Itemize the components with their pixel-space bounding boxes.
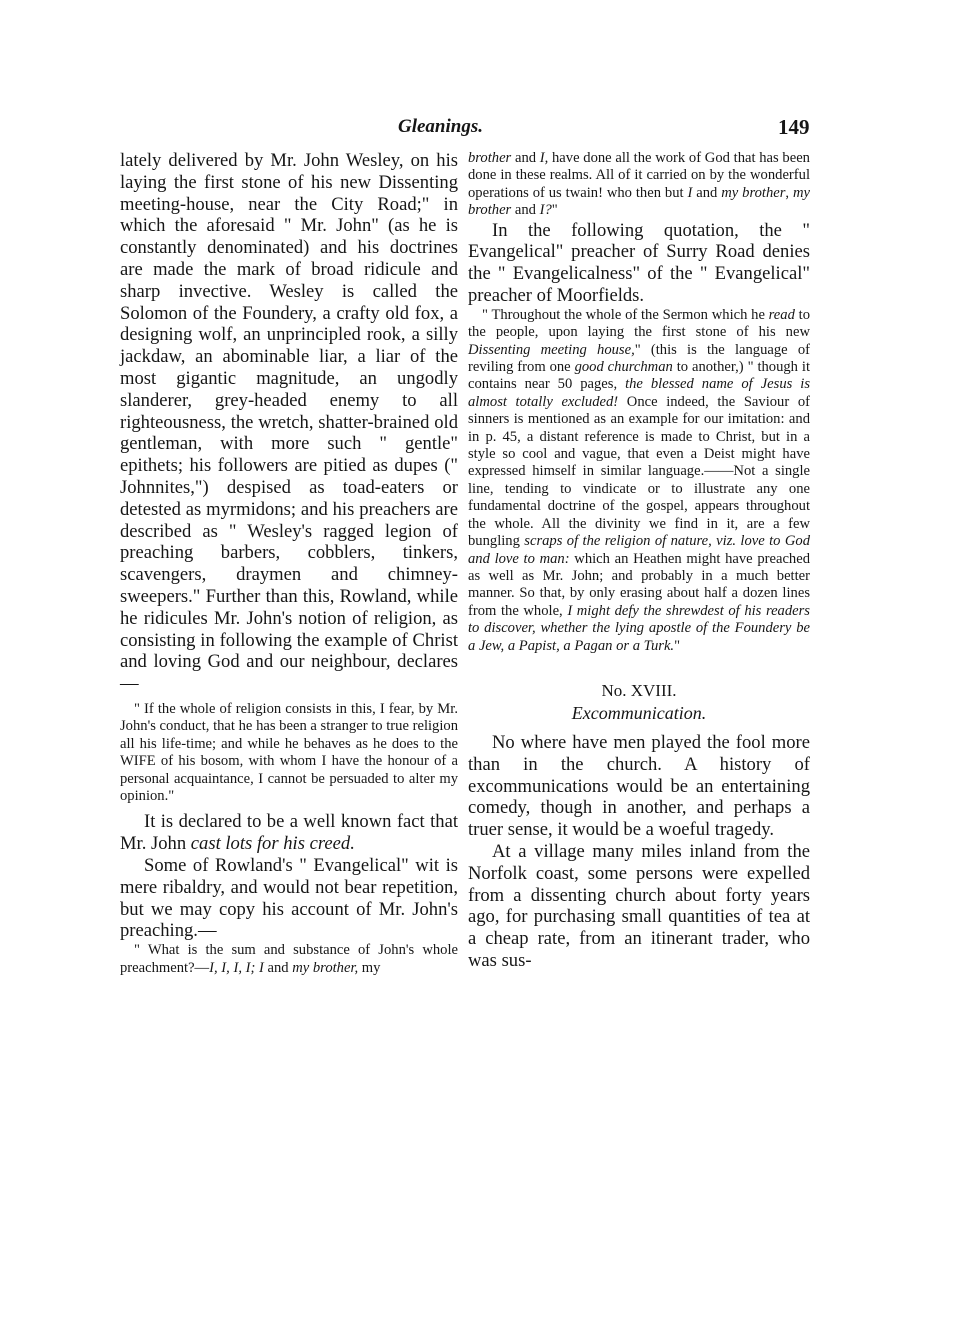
q2-start: " What is the sum and substance of John's whole preachment?— <box>120 942 458 976</box>
left-quote-wife: " If the whole of religion consists in this, I fear, by Mr. John's conduct, that he has been a stranger to true religion all his life-time; and while he behaves as he does to the WIFE of his bosom, with whom I have the honour of a personal acquaintance, I cannot be persuaded to alter my opinion." <box>120 700 458 804</box>
q3-f: which an Heathen might have preached as well as Mr. John; and probably in a much better manner. So that, by only erasing about half a dozen lines from the whole, <box>468 550 810 619</box>
rc-i2: I, <box>539 150 549 166</box>
q3-e: Once indeed, the Saviour of sinners is mentioned as an example for our imitation: and in p. 45, a distant reference is made to Christ, but in a style so cool and vague, that even a Deist might have expressed himself in similar language.——Not a single line, tending to vindicate or to illustrate any one fundamental doctrine of the gospel, appears throughout the whole. All the divinity we find in it, are a few bungling <box>468 393 810 550</box>
rc-i6: I? <box>539 202 552 219</box>
right-paragraph-village: At a village many miles inland from the Norfolk coast, some persons were expelled from a dissenting church about forty years ago, for purchasing small quantities of tea at a cheap rate, from an itinerant trader, who was sus- <box>468 840 810 971</box>
rc-t3: and <box>692 184 722 201</box>
rc-t6: " <box>551 202 558 219</box>
section-number: No. XVIII. <box>601 680 677 700</box>
right-paragraph-quotation-intro: In the following quotation, the " Evangelical" preacher of Surry Road denies the " Evangelicalness" of the " Evangelical" preacher of Moorfields. <box>468 219 810 307</box>
right-quote-sermon <box>468 307 810 655</box>
q2-italic-2: my brother, <box>292 959 359 976</box>
rc-i5: my brother <box>468 184 811 219</box>
rc-t5: and <box>511 202 540 219</box>
q3-scraps: scraps of the religion of nature, viz. love to God and love to man: <box>468 533 810 567</box>
left-column <box>120 150 458 977</box>
q3-a: " Throughout the whole of the Sermon which he <box>482 306 769 323</box>
q3-b: to the people, upon laying the first stone of his new <box>468 306 810 341</box>
rc-t2: have done all the work of God that has been done in these realms. All of it carried on by the wonderful operations of us twain! who then but <box>468 150 810 201</box>
q3-d: to another,) " though it contains near 50 pages, <box>468 359 810 393</box>
page-number: 149 <box>778 115 810 139</box>
right-quote-continuation <box>468 150 810 220</box>
q3-c: " (this is the language of reviling from one <box>468 341 810 376</box>
q2-italic: I, I, I, I; I <box>209 959 264 976</box>
left-paragraph-2-italic: cast lots for his creed. <box>190 833 355 855</box>
rc-t1: and <box>511 150 540 166</box>
left-paragraph-2-text: It is declared to be a well known fact that Mr. John <box>120 811 458 855</box>
left-quote-preachment <box>120 942 458 977</box>
q2-end: my <box>358 959 381 976</box>
left-paragraph-2 <box>120 811 458 855</box>
left-paragraph-3: Some of Rowland's " Evangelical" wit is mere ribaldry, and would not bear repetition, but we may copy his account of Mr. John's preaching.— <box>120 854 458 942</box>
rc-i4: my brother <box>721 184 786 201</box>
rc-t4: , <box>785 184 793 201</box>
right-column <box>468 150 810 972</box>
rc-i3: I <box>687 184 693 201</box>
q3-g: " <box>674 637 681 654</box>
q3-churchman: good churchman <box>574 359 673 376</box>
q2-mid: and <box>263 959 293 976</box>
q3-blessed: the blessed name of Jesus is almost totally excluded! <box>468 376 810 410</box>
section-title: Excommunication. <box>571 702 707 723</box>
q3-read: read <box>768 306 795 323</box>
left-paragraph-1: lately delivered by Mr. John Wesley, on his laying the first stone of his new Dissenting meeting-house, near the City Road;" in which the aforesaid " Mr. John" (as he is constantly denominated) and his doctrines are made the mark of broad ridicule and sharp invective. Wesley is called the Solomon of the Foundery, a crafty old fox, a designing wolf, an unprincipled rook, a silly jackdaw, an abominable liar, a liar of the most gigantic magnitude, an ungodly slanderer, grey-headed enemy to all righteousness, the wretch, shatter-brained old gentleman, with more such " gentle" epithets; his followers are pitied as dupes (" Johnnites,") despised as toad-eaters or detested as myrmidons; and his preachers are described as " Wesley's ragged legion of preaching barbers, cobblers, tinkers, scavengers, draymen and chimney-sweepers." Further than this, Rowland, while he ridicules Mr. John's notion of religion, as consisting in following the example of Christ and loving God and our neighbour, declares— <box>120 150 458 695</box>
rc-i1: brother <box>468 150 512 166</box>
running-title: Gleanings. <box>398 116 483 137</box>
q3-dissenting: Dissenting meeting house, <box>468 341 635 358</box>
right-paragraph-excommunication: No where have men played the fool more than in the church. A history of excommunications would be an entertaining comedy, though in another, and perhaps a truer sense, it would be a woeful tragedy. <box>468 731 810 841</box>
q3-defy: I might defy the shrewdest of his readers to discover, whether the lying apostle of the Foundery be a Jew, a Papist, a Pagan or a Turk. <box>468 602 810 654</box>
